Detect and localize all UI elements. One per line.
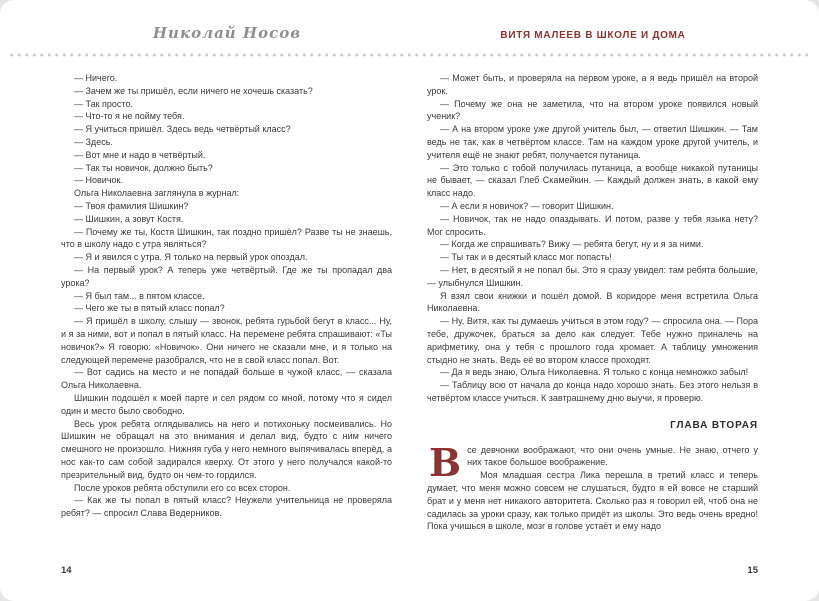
chapter-heading: ГЛАВА ВТОРАЯ — [670, 419, 758, 431]
paragraph: — Да я ведь знаю, Ольга Николаевна. Я только с конца немножко забыл! — [440, 367, 749, 378]
paragraph: — Как же ты попал в пятый класс? Неужели учительница не проверяла ребят? — спросил Слава Ведерников. — [61, 495, 392, 519]
paragraph: — Когда же спрашивать? Вижу — ребята бегут, ну и я за ними. — [440, 239, 704, 250]
page-number-left: 14 — [61, 565, 72, 576]
chapter-opening-text: се девчонки воображают, что они очень умные. Не знаю, отчего у них такое большое воображение. — [467, 444, 758, 468]
paragraph: — Что-то я не пойму тебя. — [74, 111, 185, 122]
page-number-right: 15 — [747, 565, 758, 576]
paragraph: — Таблицу всю от начала до конца надо хорошо знать. Без этого нельзя в четвёртом классе учиться. К завтрашнему дню выучи, я проверю. — [427, 380, 758, 403]
paragraph: Шишкин подошёл к моей парте и сел рядом со мной, потому что я сидел один и место было свободно. — [61, 392, 392, 416]
chapter-one-paragraphs — [427, 72, 758, 405]
right-page-text-column — [427, 72, 758, 533]
paragraph: — Здесь. — [74, 136, 113, 147]
paragraph: Моя младшая сестра Лика перешла в третий класс и теперь думает, что меня можно совсем не слушаться, будто я ей вовсе не старший брат и у меня нет никакого авторитета. Сколько раз я говорил ей, чтоб она не садилась за уроки сразу, как только придёт из школы. Это ведь очень вредно! Пока учишься в школе, мозг в голове устаёт и ему надо — [427, 470, 758, 532]
paragraph: — Почему же ты, Костя Шишкин, так поздно пришёл? Разве ты не знаешь, что в школу надо с утра являться? — [61, 226, 392, 250]
paragraph: — Это только с тобой получилась путаница, а вообще никакой путаницы не бывает, — сказал Глеб Скамейкин. — Каждый должен знать, в какой ему класс надо. — [427, 162, 758, 199]
paragraph: — Так ты новичок, должно быть? — [74, 162, 213, 173]
paragraph: — Так просто. — [74, 98, 133, 109]
paragraph: — Я учиться пришёл. Здесь ведь четвёртый класс? — [74, 124, 291, 135]
paragraph: — Вот мне и надо в четвёртый. — [74, 149, 206, 160]
left-page-paragraphs — [61, 72, 392, 520]
paragraph: — На первый урок? А теперь уже четвёртый. Где же ты пропадал два урока? — [61, 264, 392, 288]
dotted-separator — [8, 52, 811, 58]
paragraph: — Может быть, и проверяла на первом уроке, а я ведь пришёл на второй урок. — [427, 73, 758, 96]
paragraph: — Ты так и в десятый класс мог попасть! — [440, 252, 612, 263]
paragraph: — Новичок. — [74, 175, 123, 186]
paragraph: — Нет, в десятый я не попал бы. Это я сразу увидел: там ребята большие, — улыбнулся Шишкин. — [427, 264, 758, 288]
book-title-header: ВИТЯ МАЛЕЕВ В ШКОЛЕ И ДОМА — [500, 30, 686, 41]
paragraph: Весь урок ребята оглядывались на него и потихоньку посмеивались. Но Шишкин не обращал на это внимания и делал вид, будто с ним ничего смешного не произошло. Нижняя губа у него немного выпячивалась вперёд, а нос как-то сам собой задирался кверху. От этого у него получался какой-то презрительный вид, будто он чем-то гордился. — [61, 418, 392, 480]
chapter-two-paragraphs — [427, 469, 758, 533]
paragraph: — Зачем же ты пришёл, если ничего не хочешь сказать? — [74, 85, 313, 96]
paragraph: — Ну, Витя, как ты думаешь учиться в этом году? — спросила она. — Пора тебе, дружочек, браться за дело как следует. Тебе нужно приналечь на арифметику, она у тебя с прошлого года хромает. А таблицу умножения стыдно не знать. Ведь её во втором классе проходят. — [427, 316, 758, 365]
paragraph: — Шишкин, а зовут Костя. — [74, 213, 184, 224]
paragraph: Ольга Николаевна заглянула в журнал: — [74, 188, 240, 199]
left-page-text-column — [61, 72, 392, 520]
paragraph: — Почему же она не заметила, что на втором уроке появился новый ученик? — [427, 98, 758, 122]
paragraph: — Ничего. — [74, 73, 118, 83]
paragraph: — А если я новичок? — говорит Шишкин. — [440, 200, 614, 211]
author-header: Николай Носов — [152, 24, 302, 42]
paragraph: — Чего же ты в пятый класс попал? — [74, 303, 225, 314]
drop-cap-letter: В — [429, 439, 462, 485]
paragraph: — А на втором уроке уже другой учитель был, — ответил Шишкин. — Там ведь не так, как в четвёртом классе. Там на каждом уроке другой учитель, и учителя ещё не знают ребят, получается путаница. — [427, 124, 758, 160]
paragraph: — Вот садись на место и не попадай больше в чужой класс, — сказала Ольга Николаевна. — [61, 367, 392, 391]
paragraph: — Новичок, так не надо опаздывать. И потом, разве у тебя языка нету? Мог спросить. — [427, 213, 758, 237]
paragraph: — Я был там... в пятом классе. — [74, 290, 205, 301]
paragraph: После уроков ребята обступили его со всех сторон. — [74, 482, 291, 493]
chapter-opening-paragraph — [427, 439, 758, 485]
paragraph: — Твоя фамилия Шишкин? — [74, 200, 189, 211]
paragraph: — Я и явился с утра. Я только на первый урок опоздал. — [74, 252, 308, 263]
paragraph: Я взял свои книжки и пошёл домой. В коридоре меня встретила Ольга Николаевна. — [427, 290, 758, 314]
paragraph: — Я пришёл в школу, слышу — звонок, ребята гурьбой бегут в класс... Ну, и я за ними, вот и попал в пятый класс. На перемене ребята спрашивают: «Ты новичок?» Я говорю: «Новичок». Они ничего не сказали мне, и я только на следующей перемене разобрался, что не в свой класс попал. Вот. — [61, 316, 392, 365]
